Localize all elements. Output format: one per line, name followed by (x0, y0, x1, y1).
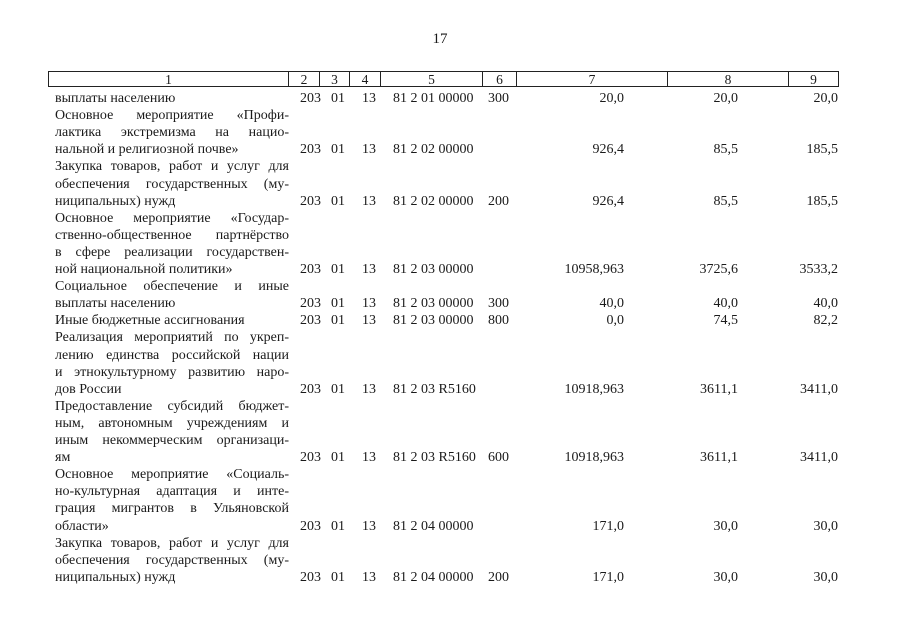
row-2-col-4: 13 (362, 142, 376, 158)
row-9-name-line-4: области» (55, 518, 109, 534)
row-2-col-2: 203 (300, 142, 321, 158)
row-4-name-line-3: в сфере реализации государствен- (55, 244, 289, 260)
row-7-col-2: 203 (300, 381, 321, 397)
row-8-col-5: 81 2 03 R5160 (393, 450, 476, 466)
row-5-col-9: 40,0 (813, 296, 838, 312)
row-6-col-4: 13 (362, 313, 376, 329)
row-2-col-5: 81 2 02 00000 (393, 142, 474, 158)
row-4-col-2: 203 (300, 262, 321, 277)
row-4-col-8: 3725,6 (699, 262, 738, 277)
row-2-col-3: 01 (331, 142, 345, 158)
row-9-col-3: 01 (331, 518, 345, 534)
row-6-col-5: 81 2 03 00000 (393, 313, 474, 329)
row-1-col-6: 300 (488, 91, 509, 106)
row-6-col-9: 82,2 (813, 313, 838, 329)
header-col-5: 5 (380, 72, 482, 86)
row-4-col-5: 81 2 03 00000 (393, 262, 474, 277)
header-col-3: 3 (319, 72, 349, 86)
page-number: 17 (432, 31, 448, 47)
row-1-col-8: 20,0 (713, 91, 738, 106)
row-4-name-line-1: Основное мероприятие «Государ- (55, 210, 289, 226)
row-7-col-8: 3611,1 (700, 381, 738, 397)
row-3-col-7: 926,4 (592, 193, 624, 209)
row-10-col-4: 13 (362, 569, 376, 585)
header-col-1: 1 (165, 72, 172, 87)
row-5-col-8: 40,0 (713, 296, 738, 312)
header-col-2: 2 (288, 72, 319, 86)
row-9-col-8: 30,0 (713, 518, 738, 534)
row-8-col-8: 3611,1 (700, 450, 738, 466)
row-4-col-4: 13 (362, 262, 376, 277)
row-3-name-line-3: ниципальных) нужд (55, 193, 176, 209)
row-5-col-7: 40,0 (599, 296, 624, 312)
row-9-col-7: 171,0 (592, 518, 624, 534)
row-1-col-9: 20,0 (813, 91, 838, 106)
row-8-col-6: 600 (488, 450, 509, 466)
row-5-col-6: 300 (488, 296, 509, 312)
row-3-col-6: 200 (488, 193, 509, 209)
row-6-col-2: 203 (300, 313, 321, 329)
row-1-col-2: 203 (300, 91, 321, 106)
row-2-col-8: 85,5 (713, 142, 738, 158)
row-9-col-2: 203 (300, 518, 321, 534)
row-9-name-line-1: Основное мероприятие «Социаль- (55, 467, 289, 483)
row-10-col-6: 200 (488, 569, 509, 585)
row-10-col-5: 81 2 04 00000 (393, 569, 474, 585)
row-1-name-line-1: выплаты населению (55, 91, 176, 106)
row-1-col-4: 13 (362, 91, 376, 106)
row-1-col-5: 81 2 01 00000 (393, 91, 474, 106)
row-9-name-line-2: но-культурная адаптация и инте- (55, 484, 289, 500)
row-10-col-3: 01 (331, 569, 345, 585)
row-4-name-line-2: ственно-общественное партнёрство (55, 227, 289, 243)
row-10-col-8: 30,0 (713, 569, 738, 585)
header-col-9: 9 (788, 72, 838, 86)
row-7-col-9: 3411,0 (800, 381, 838, 397)
row-10-col-7: 171,0 (592, 569, 624, 585)
row-5-name-line-1: Социальное обеспечение и иные (55, 279, 289, 295)
row-7-col-5: 81 2 03 R5160 (393, 381, 476, 397)
row-6-name-line-1: Иные бюджетные ассигнования (55, 313, 245, 329)
row-3-col-5: 81 2 02 00000 (393, 193, 474, 209)
row-10-name-line-2: обеспечения государственных (му- (55, 552, 289, 568)
row-5-col-2: 203 (300, 296, 321, 312)
row-6-col-6: 800 (488, 313, 509, 329)
row-7-name-line-4: дов России (55, 381, 122, 397)
row-8-col-4: 13 (362, 450, 376, 466)
row-8-name-line-3: иным некоммерческим организаци- (55, 433, 289, 448)
row-10-col-9: 30,0 (813, 569, 838, 585)
row-1-col-7: 20,0 (599, 91, 624, 106)
row-5-col-5: 81 2 03 00000 (393, 296, 474, 312)
row-6-col-3: 01 (331, 313, 345, 329)
row-4-name-line-4: ной национальной политики» (55, 262, 233, 277)
row-3-col-8: 85,5 (713, 193, 738, 209)
row-2-col-7: 926,4 (592, 142, 624, 158)
row-5-col-3: 01 (331, 296, 345, 312)
row-7-name-line-1: Реализация мероприятий по укреп- (55, 330, 289, 346)
row-3-col-9: 185,5 (806, 193, 838, 209)
header-col-4: 4 (349, 72, 380, 86)
row-3-name-line-2: обеспечения государственных (му- (55, 176, 289, 192)
row-9-col-5: 81 2 04 00000 (393, 518, 474, 534)
row-4-col-3: 01 (331, 262, 345, 277)
row-2-name-line-2: лактика экстремизма на нацио- (55, 125, 289, 141)
row-7-col-7: 10918,963 (564, 381, 624, 397)
row-8-col-9: 3411,0 (800, 450, 838, 466)
row-8-name-line-4: ям (55, 450, 71, 466)
row-3-name-line-1: Закупка товаров, работ и услуг для (55, 159, 289, 175)
row-2-name-line-1: Основное мероприятие «Профи- (55, 108, 289, 124)
header-col-6: 6 (482, 72, 516, 86)
header-col-7: 7 (516, 72, 667, 86)
row-8-col-3: 01 (331, 450, 345, 466)
row-5-col-4: 13 (362, 296, 376, 312)
row-2-name-line-3: нальной и религиозной почве» (55, 142, 239, 158)
row-8-col-2: 203 (300, 450, 321, 466)
row-9-name-line-3: грация мигрантов в Ульяновской (55, 501, 289, 517)
row-4-col-9: 3533,2 (799, 262, 838, 277)
row-8-name-line-1: Предоставление субсидий бюджет- (55, 398, 289, 414)
row-7-name-line-3: и этнокультурному развитию наро- (55, 364, 289, 380)
row-10-col-2: 203 (300, 569, 321, 585)
row-6-col-7: 0,0 (606, 313, 624, 329)
header-col-8: 8 (667, 72, 788, 86)
row-8-name-line-2: ным, автономным учреждениям и (55, 415, 289, 431)
table-header (48, 71, 839, 87)
row-7-col-3: 01 (331, 381, 345, 397)
row-8-col-7: 10918,963 (564, 450, 624, 466)
row-5-name-line-2: выплаты населению (55, 296, 176, 312)
row-3-col-2: 203 (300, 193, 321, 209)
row-10-name-line-1: Закупка товаров, работ и услуг для (55, 535, 289, 551)
row-10-name-line-3: ниципальных) нужд (55, 569, 176, 585)
row-7-name-line-2: лению единства российской нации (55, 347, 289, 363)
row-9-col-9: 30,0 (813, 518, 838, 534)
row-6-col-8: 74,5 (713, 313, 738, 329)
row-3-col-4: 13 (362, 193, 376, 209)
row-2-col-9: 185,5 (806, 142, 838, 158)
row-4-col-7: 10958,963 (564, 262, 624, 277)
row-9-col-4: 13 (362, 518, 376, 534)
row-1-col-3: 01 (331, 91, 345, 106)
row-3-col-3: 01 (331, 193, 345, 209)
row-7-col-4: 13 (362, 381, 376, 397)
